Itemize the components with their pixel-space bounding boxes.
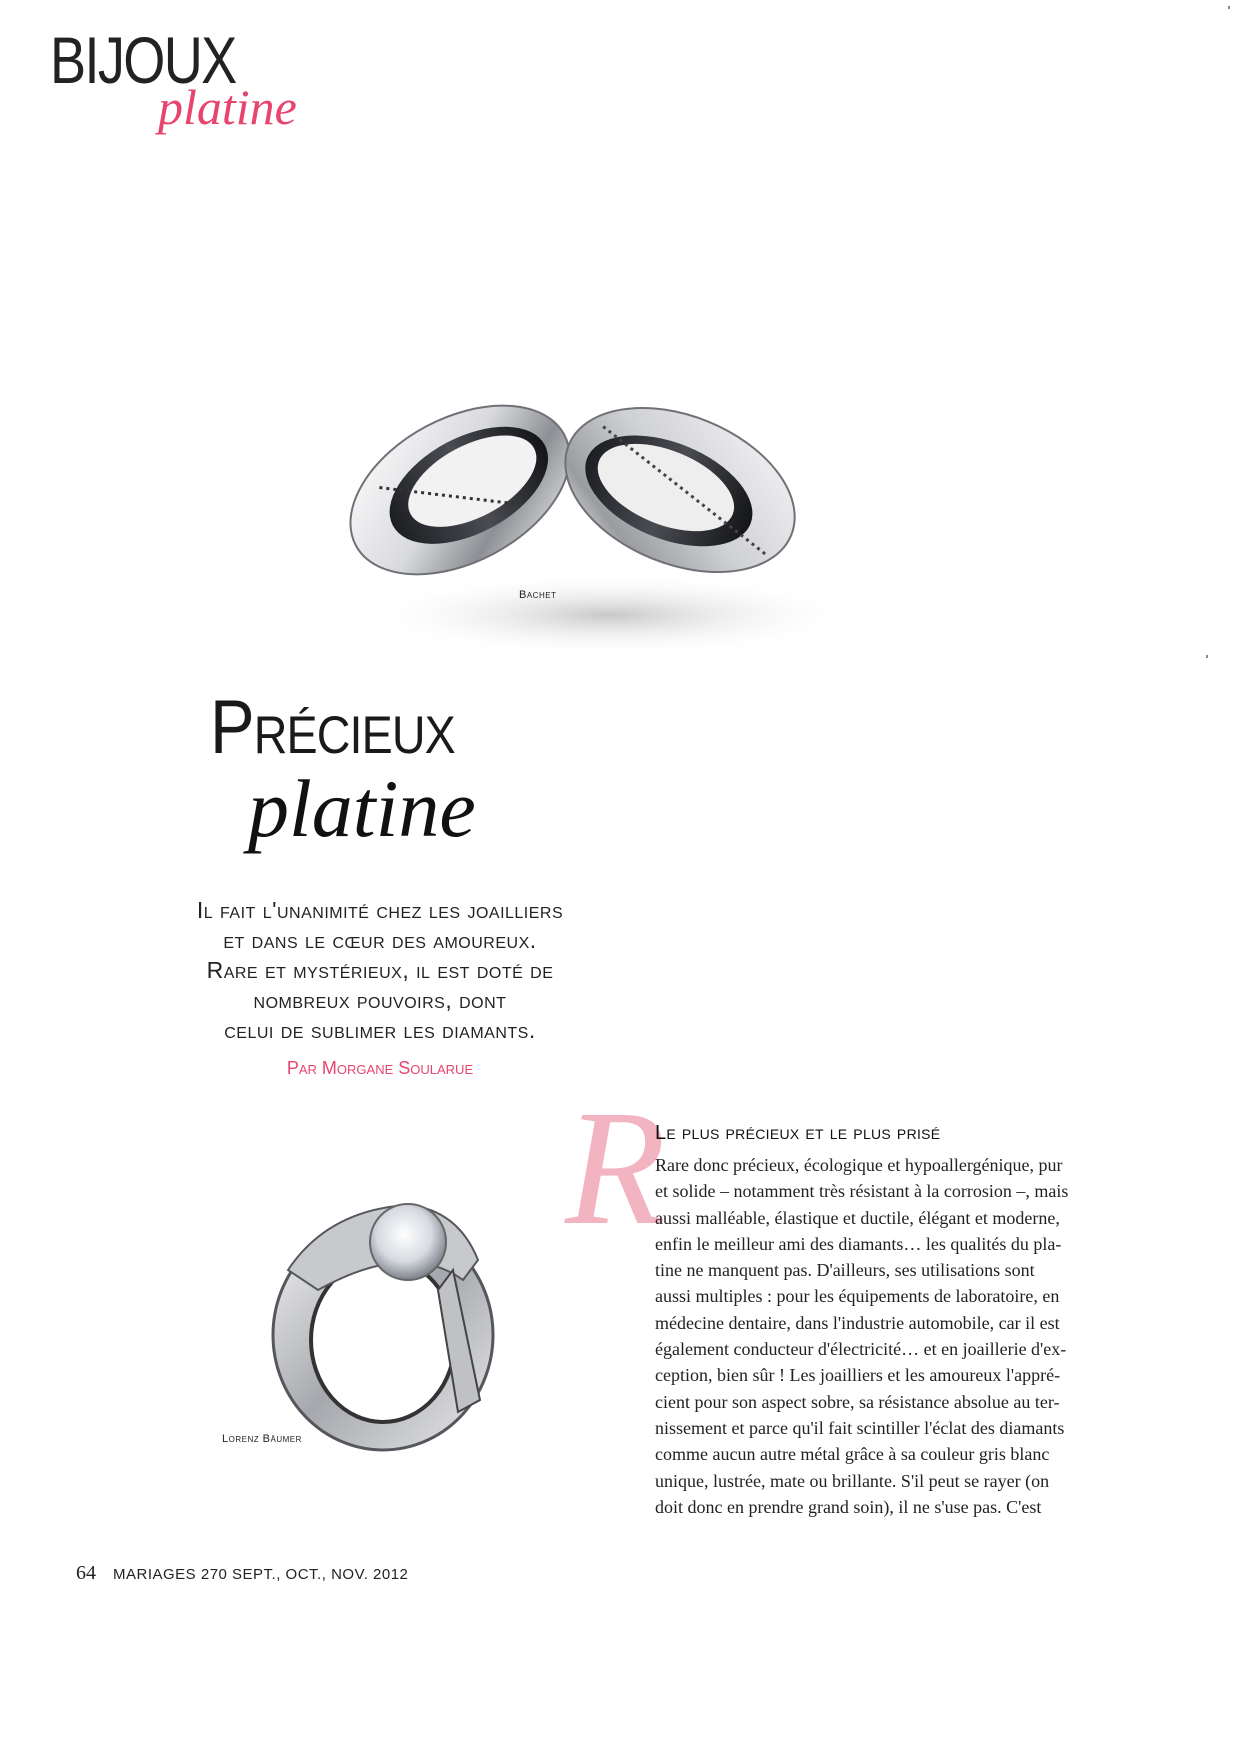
- article-title-italic: platine: [248, 763, 476, 854]
- engagement-ring-photo: [248, 1150, 518, 1460]
- rubric-title: BIJOUX: [50, 23, 236, 97]
- body-line: unique, lustrée, mate ou brillante. S'il peut se rayer (on: [655, 1470, 1050, 1491]
- wedding-rings-photo: [330, 340, 890, 680]
- body-line: tine ne manquent pas. D'ailleurs, ses utilisations sont: [655, 1260, 1035, 1281]
- article-body: [655, 1152, 1110, 1520]
- lead-line: celui de sublimer les diamants.: [224, 1017, 536, 1043]
- body-line: également conducteur d'électricité… et en joaillerie d'ex-: [655, 1339, 1067, 1360]
- article-lead: [130, 895, 630, 1045]
- body-line: nissement et parce qu'il fait scintiller l'éclat des diamants: [655, 1417, 1065, 1438]
- body-line: comme aucun autre métal grâce à sa couleur gris blanc: [655, 1444, 1050, 1465]
- body-line: et solide – notamment très résistant à la corrosion –, mais: [655, 1181, 1069, 1202]
- lead-line: et dans le cœur des amoureux.: [223, 927, 537, 953]
- author-byline: Par Morgane Soularue: [286, 1058, 474, 1078]
- rubric-subtitle: platine: [158, 79, 297, 135]
- lead-line: Il fait l'unanimité chez les joailliers: [196, 897, 564, 923]
- lead-line: nombreux pouvoirs, dont: [253, 987, 507, 1013]
- body-line: doit donc en prendre grand soin), il ne s'use pas. C'est: [655, 1496, 1042, 1517]
- body-line: Rare donc précieux, écologique et hypoallergénique, pur: [655, 1155, 1063, 1175]
- scan-mark: [1228, 6, 1230, 9]
- body-line: médecine dentaire, dans l'industrie automobile, car il est: [655, 1312, 1060, 1333]
- article-title: Précieux: [210, 685, 455, 770]
- body-line: cient pour son aspect sobre, sa résistance absolue au ter-: [655, 1391, 1060, 1412]
- page-number: 64: [76, 1562, 96, 1584]
- body-line: aussi multiples : pour les équipements de laboratoire, en: [655, 1286, 1060, 1307]
- body-line: ception, bien sûr ! Les joailliers et les amoureux l'appré-: [655, 1365, 1061, 1386]
- photo-credit-lorenz-baumer: Lorenz Bäumer: [222, 1433, 302, 1445]
- drop-cap: R: [565, 1076, 666, 1259]
- body-line: aussi malléable, élastique et ductile, élégant et moderne,: [655, 1207, 1060, 1228]
- lead-line: Rare et mystérieux, il est doté de: [206, 957, 554, 983]
- publication-info: MARIAGES 270 SEPT., OCT., NOV. 2012: [113, 1566, 409, 1583]
- body-line: enfin le meilleur ami des diamants… les qualités du pla-: [655, 1233, 1062, 1254]
- section-heading: Le plus précieux et le plus prisé: [655, 1122, 941, 1144]
- photo-credit-bachet: Bachet: [519, 589, 557, 601]
- scan-mark: [1206, 655, 1208, 658]
